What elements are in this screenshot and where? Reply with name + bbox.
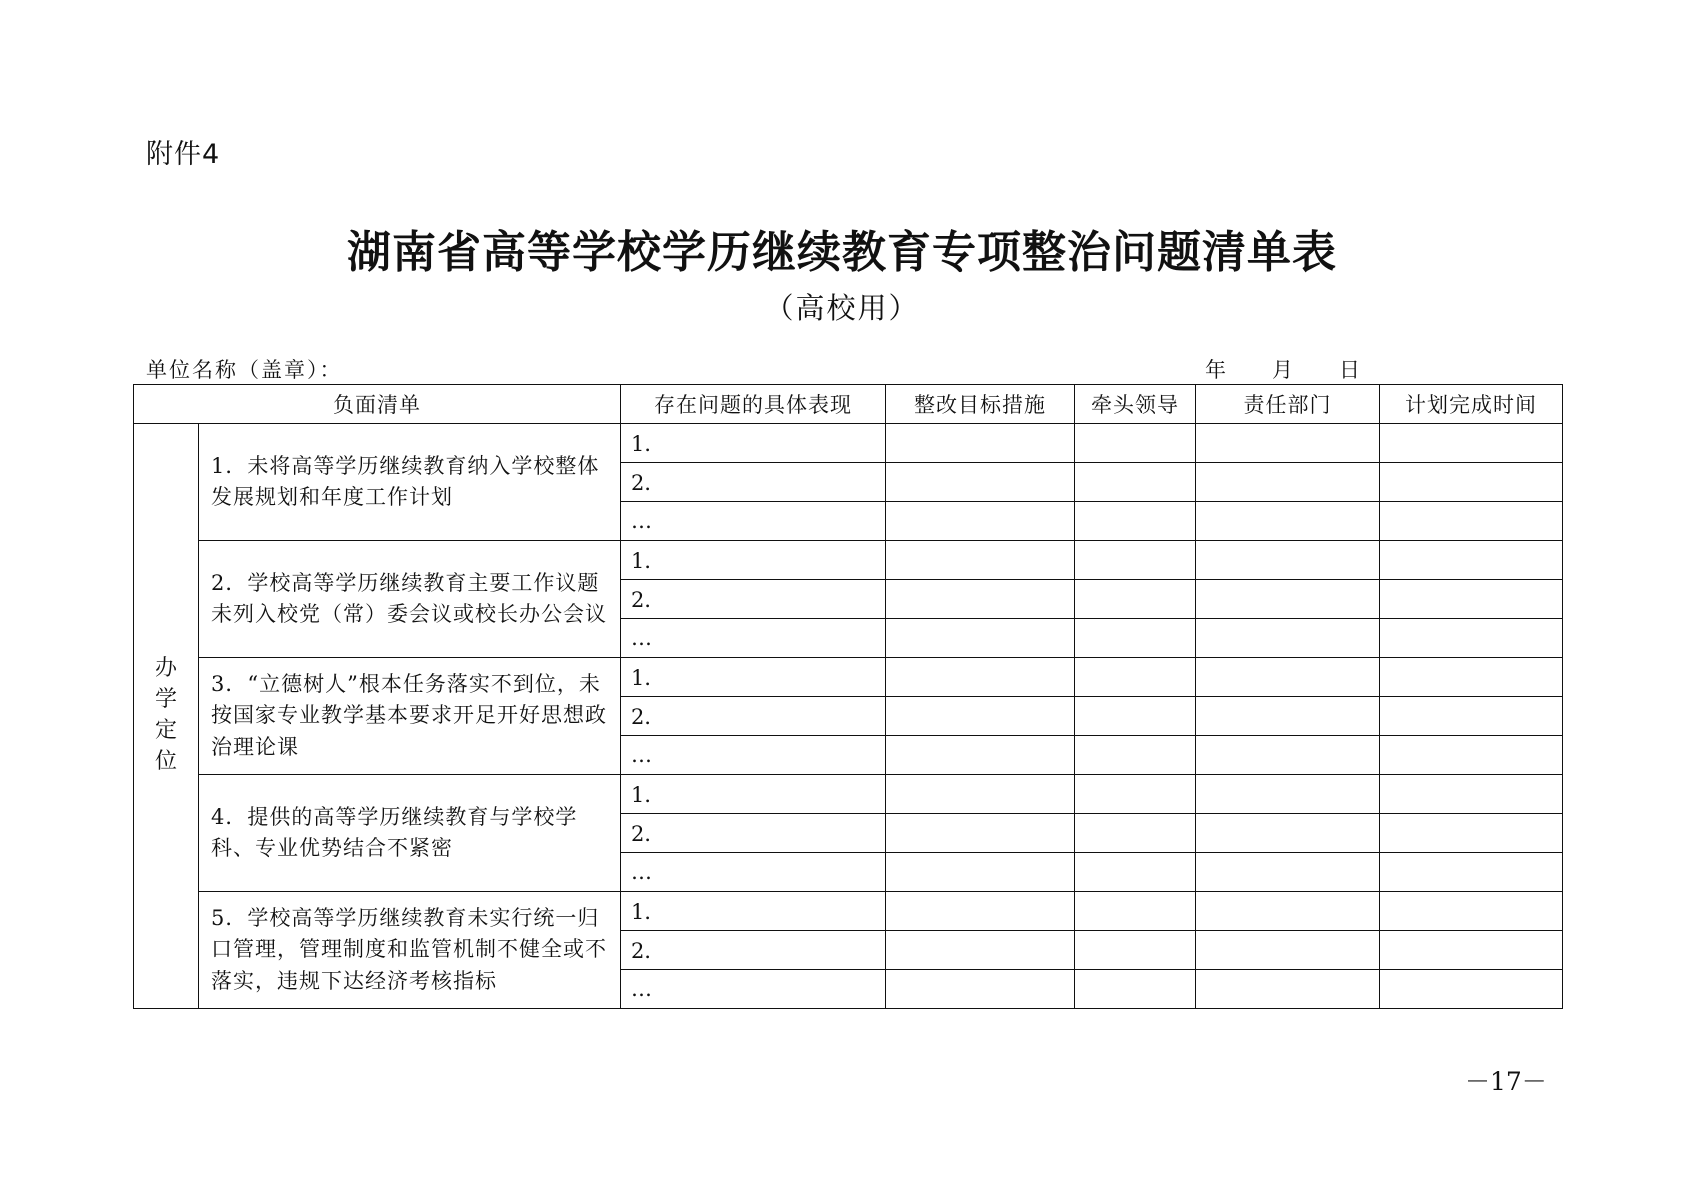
responsible-dept-cell[interactable] (1196, 580, 1380, 619)
responsible-dept-cell[interactable] (1196, 697, 1380, 736)
responsible-dept-cell[interactable] (1196, 853, 1380, 892)
header-problem-detail: 存在问题的具体表现 (621, 385, 886, 424)
completion-time-cell[interactable] (1380, 892, 1563, 931)
table-row (134, 775, 1563, 814)
responsible-dept-cell[interactable] (1196, 970, 1380, 1009)
lead-leader-cell[interactable] (1075, 775, 1196, 814)
measures-cell[interactable] (886, 775, 1075, 814)
completion-time-cell[interactable] (1380, 931, 1563, 970)
measures-cell[interactable] (886, 697, 1075, 736)
lead-leader-cell[interactable] (1075, 814, 1196, 853)
problem-detail-cell[interactable]: 2． (621, 931, 886, 970)
completion-time-cell[interactable] (1380, 736, 1563, 775)
problem-detail-cell[interactable]: 2． (621, 697, 886, 736)
lead-leader-cell[interactable] (1075, 619, 1196, 658)
measures-cell[interactable] (886, 970, 1075, 1009)
lead-leader-cell[interactable] (1075, 502, 1196, 541)
problem-detail-cell[interactable]: … (621, 502, 886, 541)
responsible-dept-cell[interactable] (1196, 619, 1380, 658)
date-month-label: 月 (1272, 358, 1293, 382)
problem-detail-cell[interactable]: 1． (621, 892, 886, 931)
completion-time-cell[interactable] (1380, 697, 1563, 736)
responsible-dept-cell[interactable] (1196, 814, 1380, 853)
problem-detail-cell[interactable]: 2． (621, 814, 886, 853)
page-subtitle: （高校用） (764, 291, 920, 325)
problem-detail-cell[interactable]: 2． (621, 580, 886, 619)
lead-leader-cell[interactable] (1075, 658, 1196, 697)
completion-time-cell[interactable] (1380, 424, 1563, 463)
table-row (134, 424, 1563, 463)
responsible-dept-cell[interactable] (1196, 736, 1380, 775)
negative-item-cell: 3．“立德树人”根本任务落实不到位，未按国家专业教学基本要求开足开好思想政治理论课 (199, 658, 621, 775)
table-row (134, 658, 1563, 697)
responsible-dept-cell[interactable] (1196, 541, 1380, 580)
lead-leader-cell[interactable] (1075, 541, 1196, 580)
header-negative-list: 负面清单 (134, 385, 621, 424)
negative-item-cell: 2．学校高等学历继续教育主要工作议题未列入校党（常）委会议或校长办公会议 (199, 541, 621, 658)
measures-cell[interactable] (886, 658, 1075, 697)
responsible-dept-cell[interactable] (1196, 424, 1380, 463)
negative-item-cell: 5．学校高等学历继续教育未实行统一归口管理，管理制度和监管机制不健全或不落实，违规下达经济考核指标 (199, 892, 621, 1009)
responsible-dept-cell[interactable] (1196, 931, 1380, 970)
date-labels (1205, 354, 1406, 384)
measures-cell[interactable] (886, 853, 1075, 892)
lead-leader-cell[interactable] (1075, 892, 1196, 931)
completion-time-cell[interactable] (1380, 814, 1563, 853)
problem-list-table (133, 384, 1563, 1009)
problem-detail-cell[interactable]: … (621, 736, 886, 775)
lead-leader-cell[interactable] (1075, 697, 1196, 736)
date-year-label: 年 (1205, 358, 1226, 382)
completion-time-cell[interactable] (1380, 853, 1563, 892)
problem-detail-cell[interactable]: … (621, 970, 886, 1009)
measures-cell[interactable] (886, 892, 1075, 931)
table-body (134, 424, 1563, 1009)
measures-cell[interactable] (886, 814, 1075, 853)
problem-detail-cell[interactable]: 1． (621, 658, 886, 697)
page-number: －17－ (1465, 1067, 1547, 1096)
attachment-label: 附件4 (146, 139, 221, 170)
completion-time-cell[interactable] (1380, 541, 1563, 580)
table-row (134, 541, 1563, 580)
table-header-row (134, 385, 1563, 424)
measures-cell[interactable] (886, 424, 1075, 463)
lead-leader-cell[interactable] (1075, 424, 1196, 463)
header-planned-completion: 计划完成时间 (1380, 385, 1563, 424)
responsible-dept-cell[interactable] (1196, 463, 1380, 502)
problem-detail-cell[interactable]: 1． (621, 775, 886, 814)
table-row (134, 892, 1563, 931)
lead-leader-cell[interactable] (1075, 970, 1196, 1009)
completion-time-cell[interactable] (1380, 658, 1563, 697)
responsible-dept-cell[interactable] (1196, 892, 1380, 931)
header-rectification-measures: 整改目标措施 (886, 385, 1075, 424)
header-responsible-dept: 责任部门 (1196, 385, 1380, 424)
responsible-dept-cell[interactable] (1196, 775, 1380, 814)
responsible-dept-cell[interactable] (1196, 658, 1380, 697)
negative-item-cell: 1．未将高等学历继续教育纳入学校整体发展规划和年度工作计划 (199, 424, 621, 541)
completion-time-cell[interactable] (1380, 775, 1563, 814)
lead-leader-cell[interactable] (1075, 931, 1196, 970)
responsible-dept-cell[interactable] (1196, 502, 1380, 541)
date-day-label: 日 (1339, 358, 1360, 382)
completion-time-cell[interactable] (1380, 619, 1563, 658)
problem-detail-cell[interactable]: … (621, 619, 886, 658)
measures-cell[interactable] (886, 463, 1075, 502)
measures-cell[interactable] (886, 931, 1075, 970)
completion-time-cell[interactable] (1380, 580, 1563, 619)
negative-item-cell: 4．提供的高等学历继续教育与学校学科、专业优势结合不紧密 (199, 775, 621, 892)
measures-cell[interactable] (886, 541, 1075, 580)
category-cell (134, 424, 199, 1009)
lead-leader-cell[interactable] (1075, 580, 1196, 619)
measures-cell[interactable] (886, 580, 1075, 619)
lead-leader-cell[interactable] (1075, 736, 1196, 775)
lead-leader-cell[interactable] (1075, 463, 1196, 502)
header-lead-leader: 牵头领导 (1075, 385, 1196, 424)
page-title: 湖南省高等学校学历继续教育专项整治问题清单表 (347, 227, 1337, 278)
measures-cell[interactable] (886, 502, 1075, 541)
lead-leader-cell[interactable] (1075, 853, 1196, 892)
completion-time-cell[interactable] (1380, 502, 1563, 541)
problem-detail-cell[interactable]: … (621, 853, 886, 892)
measures-cell[interactable] (886, 619, 1075, 658)
problem-detail-cell[interactable]: 2． (621, 463, 886, 502)
completion-time-cell[interactable] (1380, 970, 1563, 1009)
problem-detail-cell[interactable]: 1． (621, 541, 886, 580)
completion-time-cell[interactable] (1380, 463, 1563, 502)
measures-cell[interactable] (886, 736, 1075, 775)
problem-detail-cell[interactable]: 1． (621, 424, 886, 463)
category-label: 办学定位 (155, 656, 178, 774)
unit-name-label: 单位名称（盖章）： (146, 358, 343, 382)
